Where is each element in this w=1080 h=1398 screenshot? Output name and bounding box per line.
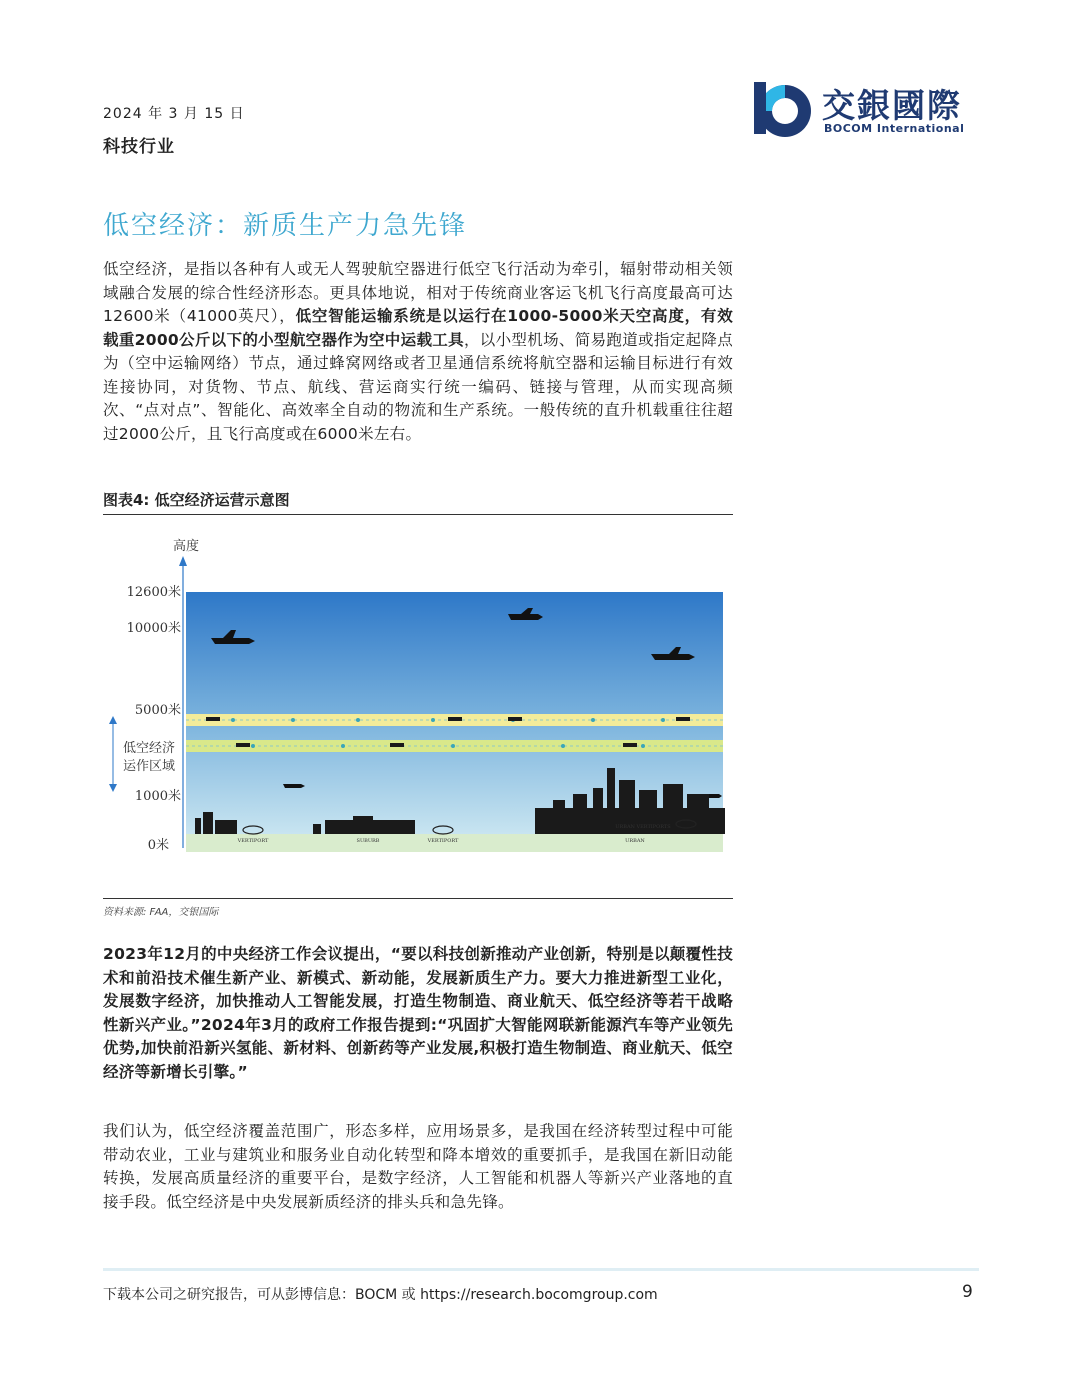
ground-label-vertiport-2: VERTIPORT bbox=[427, 838, 459, 844]
ground-label-urban: URBAN bbox=[625, 838, 645, 844]
company-logo bbox=[752, 78, 978, 140]
tick-12600: 12600米 bbox=[126, 585, 181, 600]
footer-download-note: 下载本公司之研究报告，可从彭博信息：BOCM 或 https://research.bocomgroup.com bbox=[103, 1287, 658, 1303]
ground-label-suburb: SUBURB bbox=[356, 838, 380, 844]
axis-title: 高度 bbox=[172, 539, 200, 554]
intro-text-2: ，以小型机场、简易跑道或指定起降点为（空中运输网络）节点，通过蜂窝网络或者卫星通信系统将航空器和运输目标进行有效连接协同，对货物、节点、航线、营运商实行统一编码、链接与管理，从而实现高频次、“点对点”、智能化、高效率全自动的物流和生产系统。一般传统的直升机载重往往超过2000公斤，且飞行高度或在6000米左右。 bbox=[103, 330, 733, 443]
bocom-logo-icon bbox=[752, 78, 818, 140]
zone-label-line-2: 运作区域 bbox=[122, 759, 176, 774]
tick-0: 0米 bbox=[147, 838, 169, 853]
tick-10000: 10000米 bbox=[126, 621, 181, 636]
ground-label-urban-vertiports: URBAN VERTIPORTS bbox=[615, 824, 671, 830]
low-altitude-diagram bbox=[103, 528, 733, 858]
intro-paragraph bbox=[103, 258, 733, 446]
intro-text-1: 低空经济，是指以各种有人或无人驾驶航空器进行低空飞行活动为牵引，辐射带动相关领域融合发展的综合性经济形态。更具体地说，相对于传统商业客运飞机飞行高度最高可达12600米（41000英尺）， bbox=[103, 260, 733, 325]
figure-bottom-rule bbox=[103, 898, 733, 899]
page-number: 9 bbox=[962, 1282, 973, 1302]
figure-top-rule bbox=[103, 514, 733, 515]
footer-rule bbox=[103, 1268, 979, 1271]
figure-title: 图表4: 低空经济运营示意图 bbox=[103, 491, 290, 509]
policy-quote-paragraph: 2023年12月的中央经济工作会议提出，“要以科技创新推动产业创新，特别是以颠覆性技术和前沿技术催生新产业、新模式、新动能，发展新质生产力。要大力推进新型工业化，发展数字经济，加快推动人工智能发展，打造生物制造、商业航天、低空经济等若干战略性新兴产业。”2024年3月的政府工作报告提到:“巩固扩大智能网联新能源汽车等产业领先优势,加快前沿新兴氢能、新材料、创新药等产业发展,积极打造生物制造、商业航天、低空经济等新增长引擎。” bbox=[103, 945, 733, 1081]
report-date: 2024 年 3 月 15 日 bbox=[103, 106, 245, 122]
axis-arrow-icon bbox=[179, 556, 187, 566]
ground-label-vertiport-1: VERTIPORT bbox=[237, 838, 269, 844]
zone-label-line-1: 低空经济 bbox=[122, 741, 176, 756]
zone-arrow-up-icon bbox=[109, 716, 117, 724]
industry-label: 科技行业 bbox=[103, 137, 175, 157]
logo-chinese-text: 交銀國際 bbox=[822, 86, 962, 125]
intro-bold-text: 低空智能运输系统是以运行在1000-5000米天空高度，有效载重2000公斤以下的小型航空器作为空中运载工具 bbox=[103, 307, 733, 349]
tick-5000: 5000米 bbox=[134, 703, 181, 718]
opinion-paragraph: 我们认为，低空经济覆盖范围广，形态多样，应用场景多，是我国在经济转型过程中可能带动农业，工业与建筑业和服务业自动化转型和降本增效的重要抓手，是我国在新旧动能转换，发展高质量经济的重要平台，是数字经济，人工智能和机器人等新兴产业落地的直接手段。低空经济是中央发展新质经济的排头兵和急先锋。 bbox=[103, 1122, 733, 1211]
figure-source: 资料来源: FAA，交银国际 bbox=[103, 907, 219, 918]
logo-english-text: BOCOM International bbox=[824, 122, 965, 135]
tick-1000: 1000米 bbox=[134, 789, 181, 804]
section-title: 低空经济：新质生产力急先锋 bbox=[103, 211, 468, 241]
zone-arrow-down-icon bbox=[109, 784, 117, 792]
